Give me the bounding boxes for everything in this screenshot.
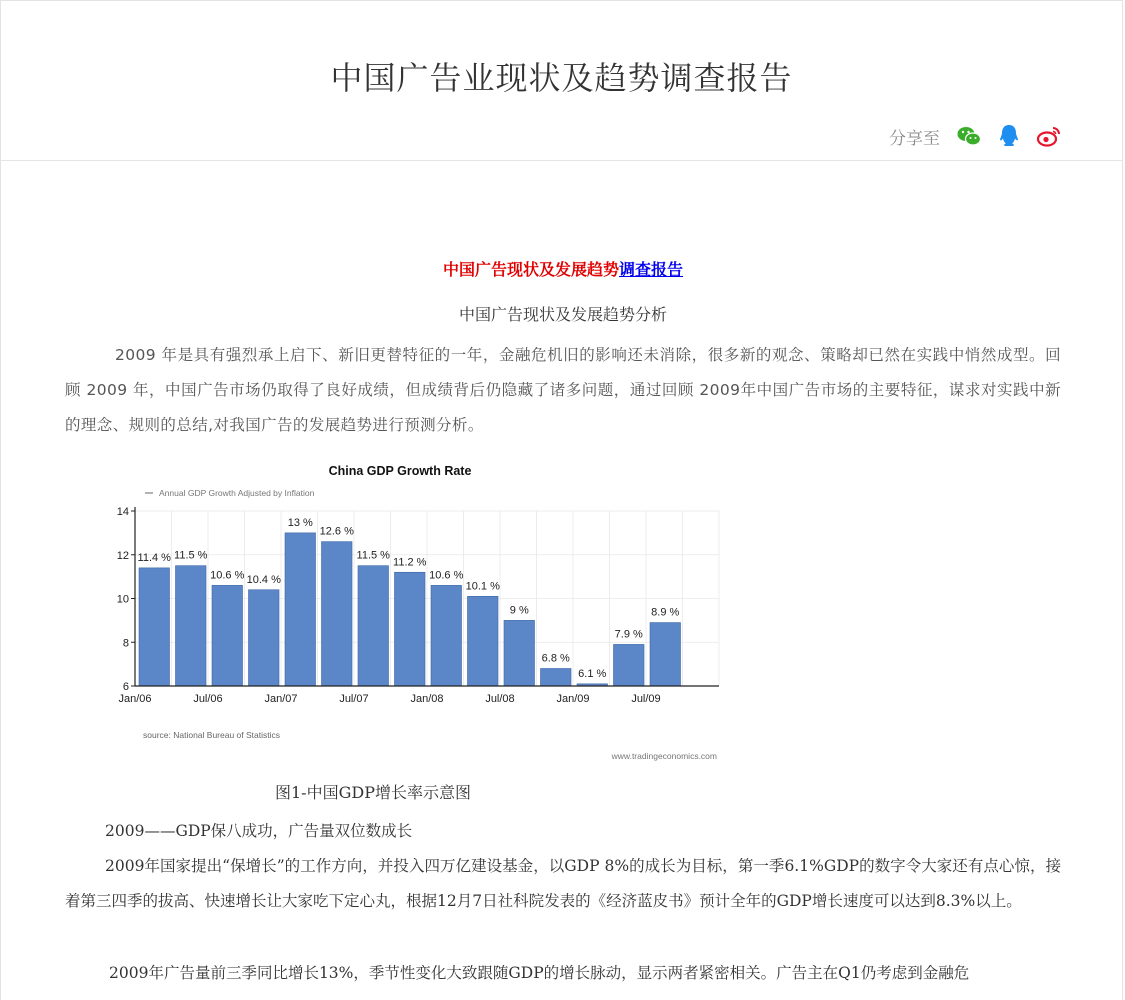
- chart-bar: [468, 596, 499, 686]
- article-heading-text: 中国广告现状及发展趋势: [442, 260, 619, 279]
- report-link[interactable]: 调查报告: [619, 260, 684, 279]
- chart-legend: Annual GDP Growth Adjusted by Inflation: [159, 488, 315, 498]
- chart-bar: [614, 644, 645, 686]
- chart-watermark: www.tradingeconomics.com: [611, 751, 717, 761]
- wechat-icon[interactable]: [956, 123, 982, 149]
- section-title: 2009——GDP保八成功，广告量双位数成长: [105, 822, 413, 840]
- y-tick-label: 6: [122, 681, 129, 693]
- bar-value-label: 12.6 %: [319, 525, 354, 538]
- y-tick-label: 12: [116, 549, 129, 562]
- bar-value-label: 6.8 %: [541, 652, 570, 665]
- y-tick-label: 8: [122, 637, 129, 650]
- bar-value-label: 11.5 %: [356, 549, 390, 562]
- chart-bar: [358, 566, 389, 686]
- chart-bar: [212, 585, 243, 686]
- share-label: 分享至: [889, 128, 940, 149]
- chart-bar: [176, 566, 207, 686]
- share-bar: [889, 123, 1062, 149]
- chart-bar: [322, 542, 353, 686]
- x-tick-label: Jan/09: [556, 693, 590, 705]
- y-tick-label: 10: [116, 593, 129, 606]
- chart-bar: [541, 669, 572, 687]
- chart-bar: [285, 533, 316, 686]
- bar-value-label: 11.4 %: [137, 551, 171, 564]
- x-tick-label: Jan/06: [118, 693, 152, 705]
- weibo-icon[interactable]: [1036, 123, 1062, 149]
- page-title: 中国广告业现状及趋势调查报告: [330, 59, 793, 97]
- chart-bar: [139, 568, 170, 686]
- bar-value-label: 10.4 %: [246, 573, 281, 586]
- chart-title: China GDP Growth Rate: [328, 464, 472, 478]
- bar-value-label: 10.6 %: [210, 569, 245, 582]
- gdp-growth-chart: [105, 457, 725, 767]
- x-tick-label: Jan/08: [410, 693, 444, 705]
- bar-value-label: 9 %: [509, 604, 529, 617]
- body-paragraph-2: 2009年国家提出“保增长”的工作方向，并投入四万亿建设基金，以GDP 8%的成长为目标，第一季6.1%GDP的数字令大家还有点心惊，接着第三四季的拔高、快速增长让大家吃下定心丸，根据12月7日社科院发表的《经济蓝皮书》预计全年的GDP增长速度可以达到8.3%以上。: [65, 857, 1061, 910]
- bar-value-label: 8.9 %: [651, 606, 680, 619]
- figure-caption: 图1-中国GDP增长率示意图: [275, 783, 471, 802]
- x-tick-label: Jul/08: [485, 693, 515, 705]
- article-subheading: 中国广告现状及发展趋势分析: [458, 305, 667, 324]
- bar-value-label: 6.1 %: [578, 667, 607, 680]
- bar-value-label: 11.5 %: [174, 549, 208, 562]
- qq-icon[interactable]: [996, 123, 1022, 149]
- bar-value-label: 7.9 %: [614, 628, 643, 641]
- chart-bar: [395, 572, 426, 686]
- page-header: [1, 1, 1122, 161]
- chart-bar: [431, 585, 462, 686]
- chart-bar: [650, 623, 681, 686]
- body-paragraph-3: 2009年广告量前三季同比增长13%，季节性变化大致跟随GDP的增长脉动，显示两者紧密相关。广告主在Q1仍考虑到金融危: [109, 964, 970, 982]
- article-heading: [65, 257, 1061, 280]
- bar-value-label: 13 %: [287, 516, 313, 529]
- x-tick-label: Jul/09: [631, 693, 661, 705]
- x-tick-label: Jul/07: [339, 693, 369, 705]
- chart-bar: [504, 620, 535, 686]
- chart-bar: [249, 590, 280, 686]
- intro-paragraph: 2009 年是具有强烈承上启下、新旧更替特征的一年，金融危机旧的影响还未消除，很多新的观念、策略却已然在实践中悄然成型。回顾 2009 年，中国广告市场仍取得了良好成绩，但成绩背后仍隐藏了诸多问题，通过回顾 2009年中国广告市场的主要特征，谋求对实践中新的理念、规则的总结,对我国广告的发展趋势进行预测分析。: [65, 346, 1061, 434]
- chart-source: source: National Bureau of Statistics: [143, 730, 281, 740]
- x-tick-label: Jul/06: [193, 693, 223, 705]
- x-tick-label: Jan/07: [264, 693, 298, 705]
- bar-value-label: 10.1 %: [465, 580, 500, 593]
- bar-value-label: 10.6 %: [429, 569, 464, 582]
- y-tick-label: 14: [116, 506, 129, 518]
- bar-value-label: 11.2 %: [393, 556, 427, 569]
